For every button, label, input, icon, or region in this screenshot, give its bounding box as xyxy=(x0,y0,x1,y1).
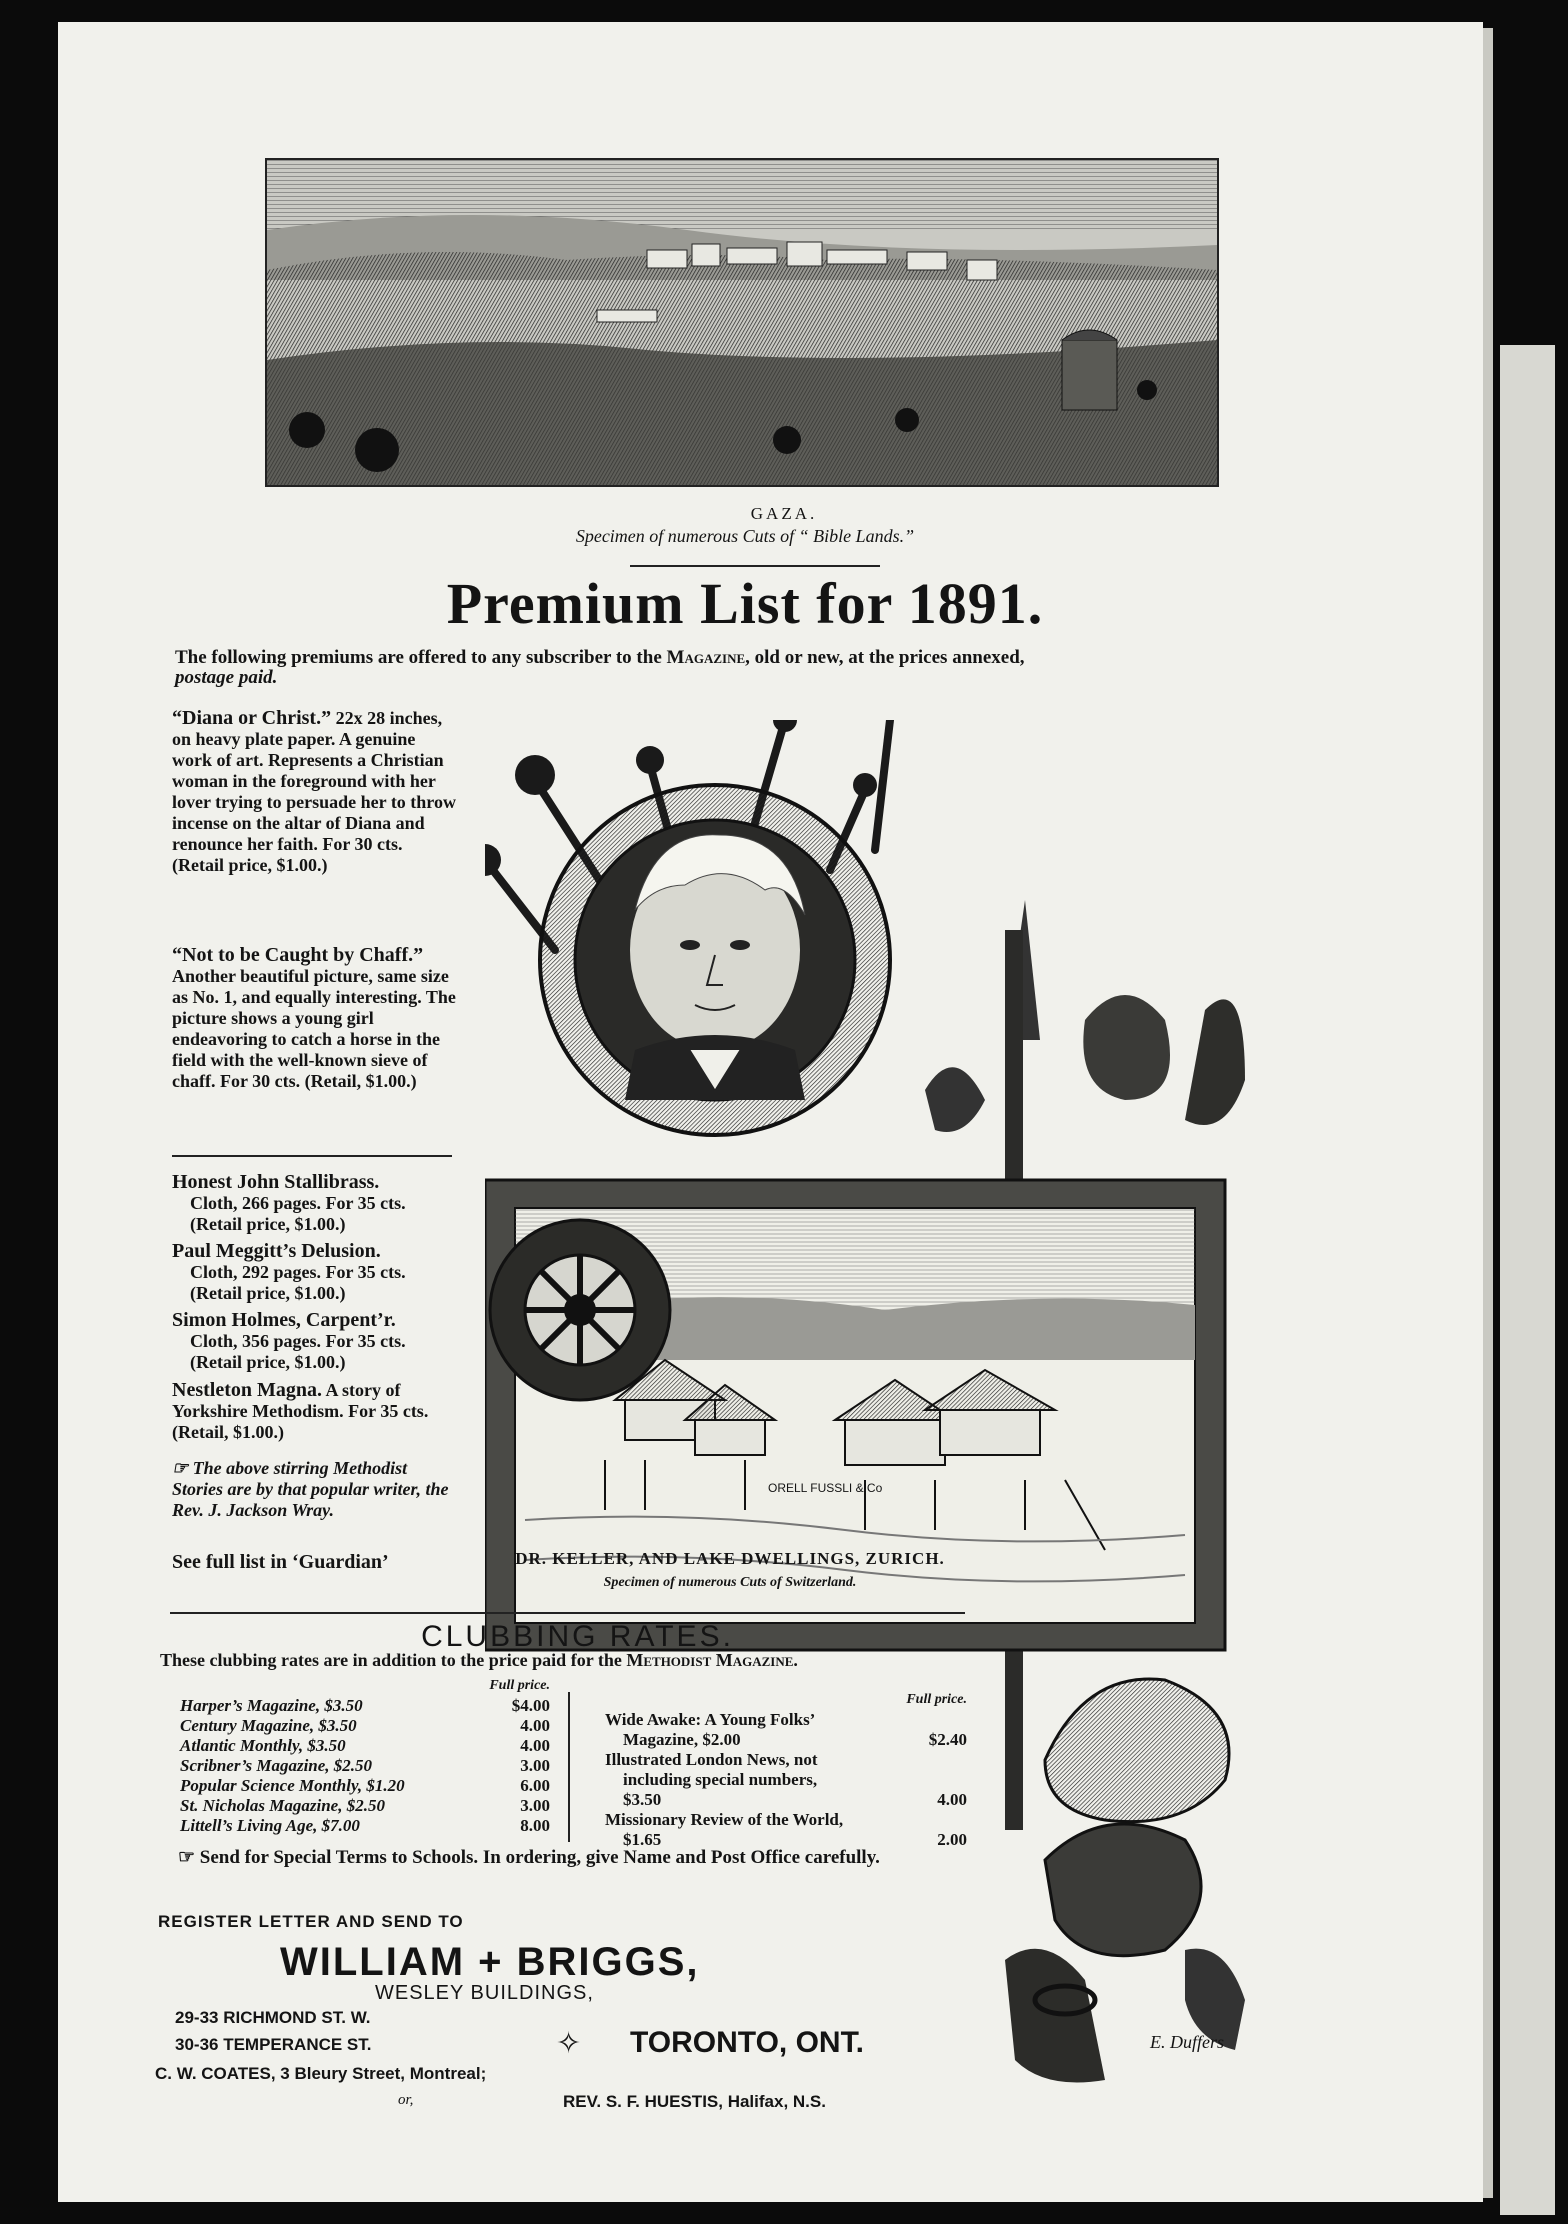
rate-row xyxy=(605,1730,967,1750)
artist-signature: E. Duffers xyxy=(1150,2032,1224,2052)
rate-name: Scribner’s Magazine, $2.50 xyxy=(180,1756,373,1775)
rate-name: $1.65 xyxy=(623,1830,662,1849)
rate-name: Harper’s Magazine, $3.50 xyxy=(180,1696,363,1715)
book-title: Honest John Stallibrass. xyxy=(172,1171,380,1193)
clubbing-title: CLUBBING RATES. xyxy=(421,1620,734,1653)
publisher-city: TORONTO, ONT. xyxy=(630,2026,864,2059)
premium-body: 22x 28 inches, on heavy plate paper. A genuine work of art. Represents a Christian woman in the foreground with her lover trying to persuade her to throw incense on the altar of Diana and renounce her faith. For 30 cts. (Retail price, $1.00.) xyxy=(172,708,456,875)
rate-name: St. Nicholas Magazine, $2.50 xyxy=(180,1796,385,1815)
full-price-label: Full price. xyxy=(489,1678,550,1693)
rate-price: 8.00 xyxy=(520,1816,550,1835)
intro-text xyxy=(175,648,1325,688)
rate-price: 3.00 xyxy=(520,1756,550,1775)
rate-price: 4.00 xyxy=(937,1790,967,1809)
rate-price: 6.00 xyxy=(520,1776,550,1795)
page-edge xyxy=(1483,28,1493,2198)
rate-row xyxy=(180,1696,550,1716)
next-page-edge xyxy=(1500,345,1555,2215)
intro-line-2: , old or new, at the prices annexed, xyxy=(745,647,1025,668)
schools-notice-text: Send for Special Terms to Schools. In ordering, give Name and Post Office carefully. xyxy=(199,1847,880,1868)
illustration-caption-sub: Specimen of numerous Cuts of Switzerland. xyxy=(603,1575,857,1590)
halifax-agent: REV. S. F. HUESTIS, Halifax, N.S. xyxy=(563,2092,826,2111)
premium-name: “Not to be Caught by Chaff.” xyxy=(172,944,424,966)
rate-row xyxy=(180,1756,550,1776)
clubbing-intro-text: These clubbing rates are in addition to the price paid for the xyxy=(160,1650,627,1670)
premium-body: Another beautiful picture, same size as No. 1, and equally interesting. The picture shows a young girl endeavoring to catch a horse in the field with the well-known sieve of chaff. For 30 cts. (Retail, $1.00.) xyxy=(172,966,456,1091)
rate-name: $3.50 xyxy=(623,1790,662,1809)
rate-name: Popular Science Monthly, $1.20 xyxy=(180,1776,405,1795)
rate-price: 4.00 xyxy=(520,1736,550,1755)
rate-row xyxy=(180,1736,550,1756)
intro-magazine: Magazine xyxy=(666,647,746,668)
clubbing-intro-magazine: Methodist Magazine. xyxy=(626,1650,798,1670)
rate-price: 3.00 xyxy=(520,1796,550,1815)
book-body: Cloth, 266 pages. For 35 cts. (Retail price, $1.00.) xyxy=(190,1193,406,1234)
intro-postage: postage paid. xyxy=(175,667,278,688)
clubbing-rates-right xyxy=(605,1690,967,1850)
address-line-2: 30-36 TEMPERANCE ST. xyxy=(175,2035,372,2054)
book-item xyxy=(172,1380,457,1443)
rate-name: Missionary Review of the World, xyxy=(605,1810,844,1829)
publisher-building: WESLEY BUILDINGS, xyxy=(375,1982,594,2004)
author-note xyxy=(172,1458,457,1521)
book-body: Cloth, 292 pages. For 35 cts. (Retail price, $1.00.) xyxy=(190,1262,406,1303)
divider xyxy=(630,565,880,567)
register-line: REGISTER LETTER AND SEND TO xyxy=(158,1912,464,1931)
book-title: Simon Holmes, Carpent’r. xyxy=(172,1309,396,1331)
rate-name: Atlantic Monthly, $3.50 xyxy=(180,1736,346,1755)
or-text: or, xyxy=(398,2092,414,2108)
rate-name: including special numbers, xyxy=(623,1770,818,1789)
pointing-hand-icon: ☞ xyxy=(172,1458,189,1478)
address-line-1: 29-33 RICHMOND ST. W. xyxy=(175,2008,371,2027)
pointing-hand-icon: ☞ xyxy=(178,1847,196,1868)
rate-row xyxy=(180,1776,550,1796)
illustration-caption: DR. KELLER, AND LAKE DWELLINGS, ZURICH. xyxy=(515,1549,945,1568)
gaza-engraving xyxy=(265,158,1219,487)
ornament-cross-icon: ✧ xyxy=(556,2027,582,2060)
full-price-label: Full price. xyxy=(906,1692,967,1707)
montreal-agent: C. W. COATES, 3 Bleury Street, Montreal; xyxy=(155,2064,487,2083)
rate-price: $4.00 xyxy=(511,1696,550,1715)
column-divider xyxy=(568,1692,570,1842)
book-item xyxy=(172,1241,457,1304)
book-item xyxy=(172,1310,457,1373)
premium-item-chaff xyxy=(172,945,457,1092)
engraver-credit: ORELL FUSSLI & Co xyxy=(768,1481,883,1495)
book-title: Paul Meggitt’s Delusion. xyxy=(172,1240,381,1262)
rate-row xyxy=(180,1716,550,1736)
book-body: Cloth, 356 pages. For 35 cts. (Retail price, $1.00.) xyxy=(190,1331,406,1372)
rate-row xyxy=(605,1790,967,1810)
rate-name: Illustrated London News, not xyxy=(605,1750,818,1769)
rate-name: Century Magazine, $3.50 xyxy=(180,1716,357,1735)
rate-name: Wide Awake: A Young Folks’ xyxy=(605,1710,816,1729)
gaza-caption: GAZA. xyxy=(750,504,818,523)
premium-name: “Diana or Christ.” xyxy=(172,707,332,729)
divider xyxy=(170,1612,965,1614)
see-full-list: See full list in ‘Guardian’ xyxy=(172,1551,389,1573)
rate-row xyxy=(180,1796,550,1816)
rate-price: $2.40 xyxy=(928,1730,967,1749)
intro-line: The following premiums are offered to any subscriber to the xyxy=(175,647,667,668)
premium-item-diana xyxy=(172,708,457,876)
book-body: A story of Yorkshire Methodism. For 35 cts. (Retail, $1.00.) xyxy=(172,1380,429,1442)
rate-name: Littell’s Living Age, $7.00 xyxy=(180,1816,360,1835)
keller-illustration xyxy=(485,720,1305,2100)
rate-row xyxy=(180,1816,550,1836)
book-title: Nestleton Magna. xyxy=(172,1379,322,1401)
rate-price: 2.00 xyxy=(937,1830,967,1849)
rate-name: Magazine, $2.00 xyxy=(623,1730,741,1749)
author-note-text: The above stirring Methodist Stories are by that popular writer, the Rev. J. Jackson Wray. xyxy=(172,1458,449,1520)
schools-notice xyxy=(178,1848,988,1868)
book-item xyxy=(172,1172,457,1235)
clubbing-rates-left xyxy=(180,1676,550,1836)
rate-price: 4.00 xyxy=(520,1716,550,1735)
gaza-caption-sub: Specimen of numerous Cuts of “ Bible Lands.” xyxy=(575,526,915,546)
publisher-name: WILLIAM + BRIGGS, xyxy=(280,1940,700,1984)
page-title: Premium List for 1891. xyxy=(446,571,1044,636)
clubbing-intro xyxy=(160,1650,1000,1671)
divider xyxy=(172,1155,452,1157)
